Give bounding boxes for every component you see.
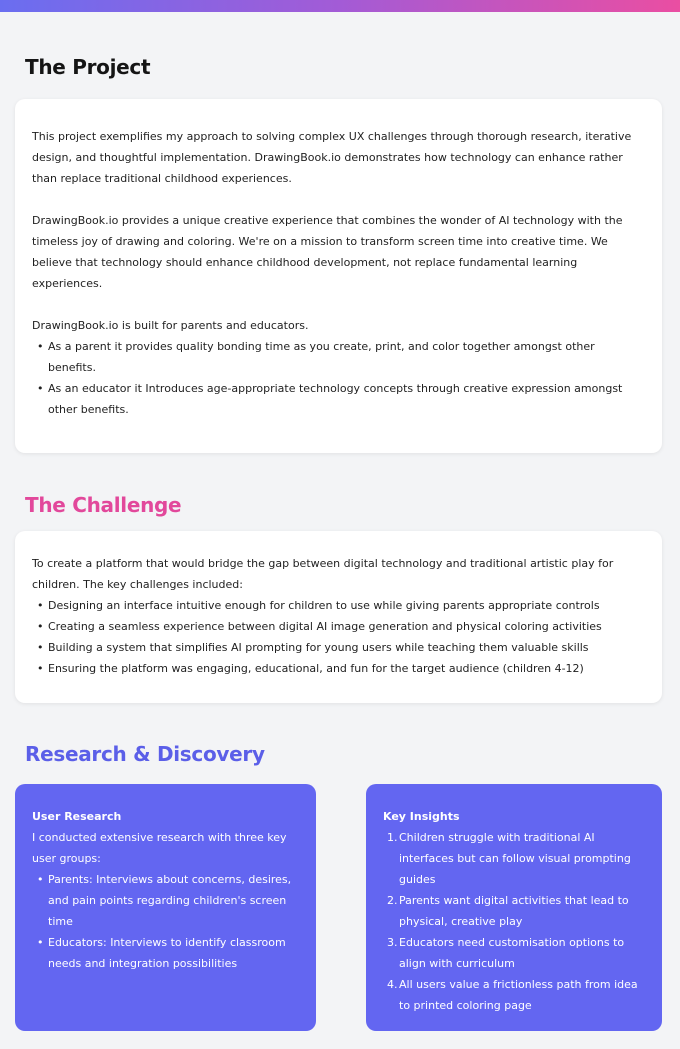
list-number: 4. bbox=[387, 978, 398, 991]
project-paragraph-3: DrawingBook.io is built for parents and educators. bbox=[32, 319, 309, 332]
list-item: • Parents: Interviews about concerns, desires, and pain points regarding children's screen time bbox=[32, 869, 299, 932]
list-number: 2. bbox=[387, 894, 398, 907]
challenge-heading: The Challenge bbox=[25, 493, 182, 517]
research-heading: Research & Discovery bbox=[25, 742, 265, 766]
list-item: • Designing an interface intuitive enough for children to use while giving parents appropriate controls bbox=[32, 595, 645, 616]
list-item: • Building a system that simplifies AI prompting for young users while teaching them valuable skills bbox=[32, 637, 645, 658]
list-item bbox=[383, 827, 645, 890]
list-text: Children struggle with traditional AI interfaces but can follow visual prompting guides bbox=[399, 831, 631, 886]
top-gradient-bar bbox=[0, 0, 680, 12]
challenge-bullet-list bbox=[32, 595, 645, 679]
list-item bbox=[383, 974, 645, 1016]
project-bullet-list bbox=[32, 336, 645, 420]
user-research-title: User Research bbox=[32, 810, 122, 823]
list-text: All users value a frictionless path from idea to printed coloring page bbox=[399, 978, 638, 1012]
project-paragraph-1: This project exemplifies my approach to solving complex UX challenges through thorough research, iterative design, and thoughtful implementation. DrawingBook.io demonstrates how technology can enhance rather than replace traditional childhood experiences. bbox=[32, 130, 632, 185]
list-item: • As an educator it Introduces age-appropriate technology concepts through creative expression amongst other benefits. bbox=[32, 378, 645, 420]
list-item bbox=[383, 890, 645, 932]
key-insights-panel bbox=[366, 784, 662, 1031]
list-item: • Educators: Interviews to identify classroom needs and integration possibilities bbox=[32, 932, 299, 974]
user-research-panel bbox=[15, 784, 316, 1031]
key-insights-list bbox=[383, 827, 645, 1016]
key-insights-title: Key Insights bbox=[383, 810, 460, 823]
list-item bbox=[383, 932, 645, 974]
project-paragraph-2: DrawingBook.io provides a unique creative experience that combines the wonder of AI technology with the timeless joy of drawing and coloring. We're on a mission to transform screen time into creative time. We believe that technology should enhance childhood development, not replace fundamental learning experiences. bbox=[32, 214, 623, 290]
list-item: • Creating a seamless experience between digital AI image generation and physical coloring activities bbox=[32, 616, 645, 637]
list-item: • Ensuring the platform was engaging, educational, and fun for the target audience (children 4-12) bbox=[32, 658, 645, 679]
list-number: 1. bbox=[387, 831, 398, 844]
list-text: Educators need customisation options to align with curriculum bbox=[399, 936, 625, 970]
user-research-intro: I conducted extensive research with three key user groups: bbox=[32, 831, 287, 865]
project-card bbox=[15, 99, 662, 453]
user-research-list bbox=[32, 869, 299, 974]
challenge-intro: To create a platform that would bridge the gap between digital technology and traditional artistic play for children. The key challenges included: bbox=[32, 557, 614, 591]
challenge-card bbox=[15, 531, 662, 703]
list-text: Parents want digital activities that lead to physical, creative play bbox=[399, 894, 629, 928]
list-number: 3. bbox=[387, 936, 398, 949]
list-item: • As a parent it provides quality bonding time as you create, print, and color together amongst other benefits. bbox=[32, 336, 645, 378]
project-heading: The Project bbox=[25, 55, 151, 79]
